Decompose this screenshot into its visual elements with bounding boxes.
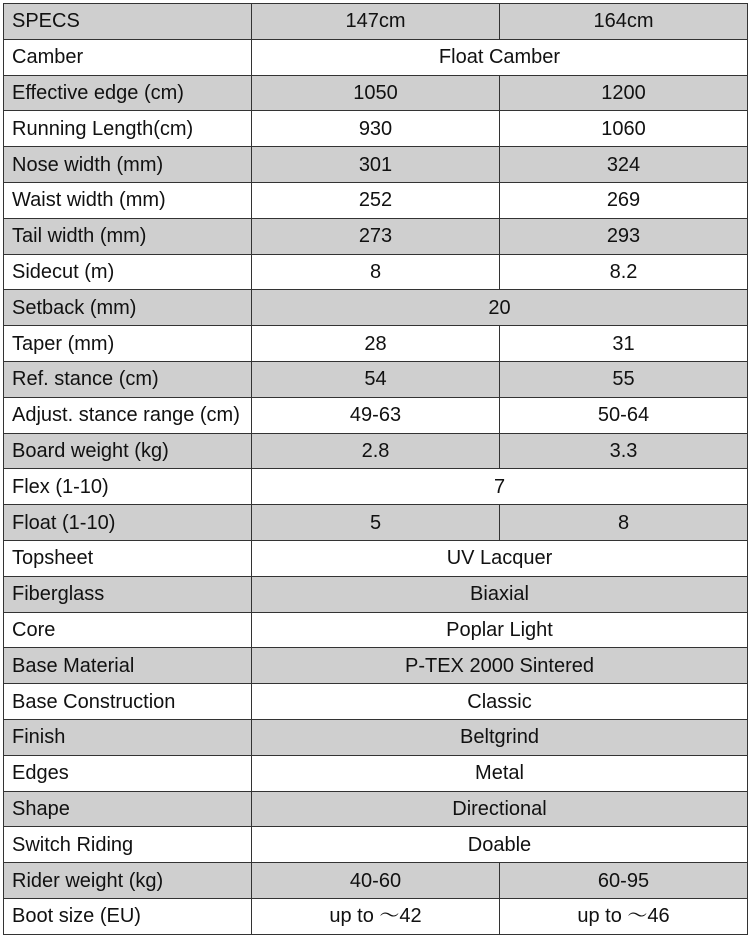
spec-label: Finish — [4, 719, 252, 755]
spec-label: Adjust. stance range (cm) — [4, 397, 252, 433]
table-row — [4, 397, 748, 433]
spec-label: Nose width (mm) — [4, 147, 252, 183]
spec-value-shared: Float Camber — [252, 39, 748, 75]
spec-value-164: 293 — [500, 218, 748, 254]
table-row — [4, 505, 748, 541]
spec-label: Base Construction — [4, 684, 252, 720]
spec-value-164: 55 — [500, 361, 748, 397]
table-row — [4, 719, 748, 755]
spec-value-147: up to ～42 — [252, 898, 500, 934]
spec-value-147: 54 — [252, 361, 500, 397]
header-size-164: 164cm — [500, 4, 748, 40]
spec-value-147: 273 — [252, 218, 500, 254]
spec-label: Tail width (mm) — [4, 218, 252, 254]
table-row — [4, 863, 748, 899]
spec-label: Base Material — [4, 648, 252, 684]
spec-label: Sidecut (m) — [4, 254, 252, 290]
table-row — [4, 75, 748, 111]
spec-value-shared: 20 — [252, 290, 748, 326]
spec-value-shared: Metal — [252, 755, 748, 791]
spec-label: Camber — [4, 39, 252, 75]
spec-label: Topsheet — [4, 540, 252, 576]
table-row — [4, 326, 748, 362]
spec-value-147: 930 — [252, 111, 500, 147]
spec-label: Board weight (kg) — [4, 433, 252, 469]
spec-value-147: 2.8 — [252, 433, 500, 469]
spec-label: Float (1-10) — [4, 505, 252, 541]
table-row — [4, 791, 748, 827]
spec-value-147: 5 — [252, 505, 500, 541]
table-row — [4, 648, 748, 684]
spec-label: Waist width (mm) — [4, 182, 252, 218]
spec-value-147: 40-60 — [252, 863, 500, 899]
spec-value-164: 60-95 — [500, 863, 748, 899]
spec-label: Setback (mm) — [4, 290, 252, 326]
spec-label: Ref. stance (cm) — [4, 361, 252, 397]
spec-value-147: 252 — [252, 182, 500, 218]
spec-value-164: 31 — [500, 326, 748, 362]
spec-value-164: 8.2 — [500, 254, 748, 290]
table-row — [4, 39, 748, 75]
spec-label: Rider weight (kg) — [4, 863, 252, 899]
spec-value-shared: Doable — [252, 827, 748, 863]
header-specs-label: SPECS — [4, 4, 252, 40]
spec-label: Running Length(cm) — [4, 111, 252, 147]
spec-label: Switch Riding — [4, 827, 252, 863]
specs-table — [3, 3, 748, 935]
spec-value-147: 1050 — [252, 75, 500, 111]
table-row — [4, 111, 748, 147]
table-row — [4, 290, 748, 326]
table-header-row — [4, 4, 748, 40]
header-size-147: 147cm — [252, 4, 500, 40]
spec-value-shared: Beltgrind — [252, 719, 748, 755]
spec-value-shared: Directional — [252, 791, 748, 827]
spec-value-147: 49-63 — [252, 397, 500, 433]
spec-value-164: 269 — [500, 182, 748, 218]
spec-label: Boot size (EU) — [4, 898, 252, 934]
table-row — [4, 254, 748, 290]
spec-value-164: up to ～46 — [500, 898, 748, 934]
table-row — [4, 898, 748, 934]
spec-value-147: 28 — [252, 326, 500, 362]
table-row — [4, 433, 748, 469]
spec-label: Flex (1-10) — [4, 469, 252, 505]
spec-label: Core — [4, 612, 252, 648]
spec-value-147: 301 — [252, 147, 500, 183]
spec-value-shared: Biaxial — [252, 576, 748, 612]
spec-label: Taper (mm) — [4, 326, 252, 362]
spec-value-shared: UV Lacquer — [252, 540, 748, 576]
spec-value-164: 8 — [500, 505, 748, 541]
spec-value-164: 50-64 — [500, 397, 748, 433]
spec-label: Edges — [4, 755, 252, 791]
table-row — [4, 576, 748, 612]
table-row — [4, 755, 748, 791]
table-row — [4, 827, 748, 863]
table-row — [4, 361, 748, 397]
spec-value-164: 1200 — [500, 75, 748, 111]
spec-value-shared: Classic — [252, 684, 748, 720]
table-row — [4, 469, 748, 505]
spec-value-shared: 7 — [252, 469, 748, 505]
spec-label: Effective edge (cm) — [4, 75, 252, 111]
table-row — [4, 147, 748, 183]
table-row — [4, 218, 748, 254]
spec-value-shared: P-TEX 2000 Sintered — [252, 648, 748, 684]
spec-value-164: 3.3 — [500, 433, 748, 469]
spec-value-164: 324 — [500, 147, 748, 183]
table-row — [4, 540, 748, 576]
table-row — [4, 612, 748, 648]
table-row — [4, 684, 748, 720]
table-row — [4, 182, 748, 218]
spec-label: Shape — [4, 791, 252, 827]
spec-label: Fiberglass — [4, 576, 252, 612]
specs-table-body — [4, 4, 748, 935]
spec-value-shared: Poplar Light — [252, 612, 748, 648]
spec-value-147: 8 — [252, 254, 500, 290]
spec-value-164: 1060 — [500, 111, 748, 147]
